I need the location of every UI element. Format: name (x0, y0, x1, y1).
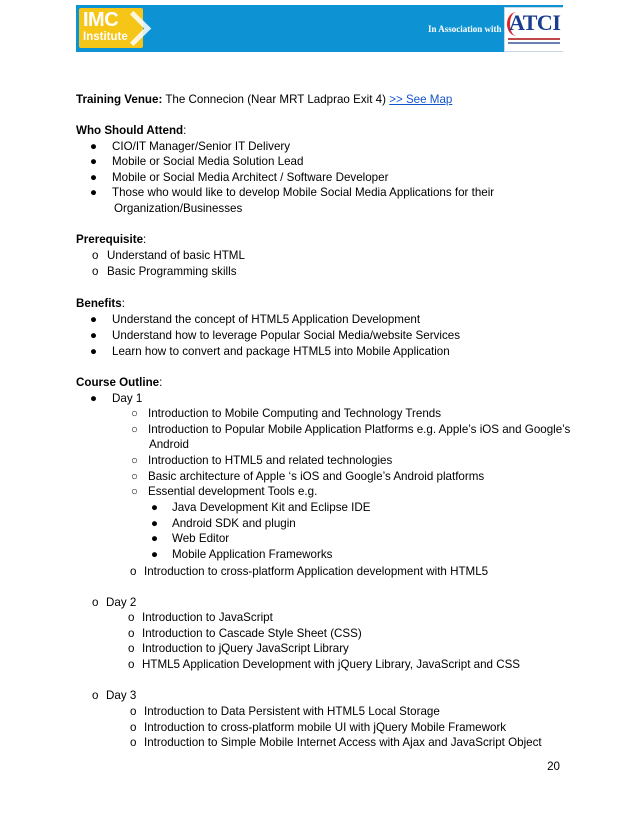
prereq-colon: : (143, 233, 147, 246)
list-item: Android SDK and plugin (172, 517, 296, 530)
imc-institute-logo (79, 8, 143, 48)
hollow-bullet-icon: ○ (131, 407, 139, 420)
circle-bullet-icon: o (92, 249, 99, 262)
bullet-icon: ● (151, 548, 159, 561)
list-item: Web Editor (172, 532, 230, 545)
list-item: HTML5 Application Development with jQuery Library, JavaScript and CSS (142, 658, 521, 671)
hollow-bullet-icon: ○ (131, 470, 139, 483)
list-item: Introduction to Mobile Computing and Technology Trends (148, 407, 442, 420)
outline-heading-text: Course Outline (76, 376, 160, 389)
bullet-icon: ● (90, 186, 98, 199)
bullet-icon: ● (151, 532, 159, 545)
list-item: Understand how to leverage Popular Social Media/website Services (112, 329, 460, 342)
venue-label: Training Venue: (76, 93, 163, 106)
list-item: CIO/IT Manager/Senior IT Delivery (112, 140, 291, 153)
atci-logo (504, 7, 563, 52)
bullet-icon: ● (90, 392, 98, 405)
list-item: Mobile or Social Media Solution Lead (112, 155, 304, 168)
circle-bullet-icon: o (128, 658, 135, 671)
attend-heading (76, 124, 186, 138)
training-venue (76, 93, 452, 107)
list-item: Introduction to Data Persistent with HTML5 Local Storage (144, 705, 440, 718)
list-item: Introduction to Cascade Style Sheet (CSS) (142, 627, 362, 640)
header-banner (76, 5, 563, 52)
list-item: Java Development Kit and Eclipse IDE (172, 501, 371, 514)
list-item: Understand the concept of HTML5 Application Development (112, 313, 421, 326)
hollow-bullet-icon: ○ (131, 423, 139, 436)
circle-bullet-icon: o (128, 611, 135, 624)
list-item: Introduction to jQuery JavaScript Library (142, 642, 349, 655)
day1-label: Day 1 (112, 392, 143, 405)
circle-bullet-icon: o (130, 565, 137, 578)
hollow-bullet-icon: ○ (131, 454, 139, 467)
circle-bullet-icon: o (92, 596, 99, 609)
list-item: Basic architecture of Apple ‘s iOS and Google’s Android platforms (148, 470, 485, 483)
list-item: Introduction to cross-platform mobile UI with jQuery Mobile Framework (144, 721, 507, 734)
bullet-icon: ● (90, 313, 98, 326)
benefits-colon: : (121, 297, 125, 310)
day3-label: Day 3 (106, 689, 137, 702)
attend-heading-text: Who Should Attend (76, 124, 184, 137)
list-item: Introduction to Popular Mobile Application Platforms e.g. Apple’s iOS and Google’s (148, 423, 571, 436)
bullet-icon: ● (151, 501, 159, 514)
list-item: Learn how to convert and package HTML5 into Mobile Application (112, 345, 450, 358)
bullet-icon: ● (90, 345, 98, 358)
see-map-link[interactable]: >> See Map (389, 93, 453, 106)
list-item: Mobile or Social Media Architect / Software Developer (112, 171, 389, 184)
circle-bullet-icon: o (130, 721, 137, 734)
list-item: Mobile Application Frameworks (172, 548, 333, 561)
hollow-bullet-icon: ○ (131, 485, 139, 498)
prereq-heading-text: Prerequisite (76, 233, 144, 246)
circle-bullet-icon: o (130, 705, 137, 718)
list-item: Introduction to JavaScript (142, 611, 273, 624)
atci-subline (508, 38, 560, 40)
circle-bullet-icon: o (92, 265, 99, 278)
outline-colon: : (159, 376, 163, 389)
logo-sub-text: Institute (83, 31, 128, 43)
bullet-icon: ● (90, 155, 98, 168)
prereq-heading (76, 233, 146, 247)
atci-logo-text: ATCI (509, 10, 561, 35)
list-item: Basic Programming skills (107, 265, 237, 278)
association-text: In Association with (428, 24, 502, 34)
attend-colon: : (183, 124, 187, 137)
outline-heading (76, 376, 162, 390)
bullet-icon: ● (90, 140, 98, 153)
list-item: Essential development Tools e.g. (148, 485, 318, 498)
bullet-icon: ● (151, 517, 159, 530)
bullet-icon: ● (90, 329, 98, 342)
page-number: 20 (547, 760, 560, 773)
list-item: Introduction to Simple Mobile Internet Access with Ajax and JavaScript Object (144, 736, 542, 749)
list-item: Those who would like to develop Mobile Social Media Applications for their (112, 186, 495, 199)
list-item-continuation: Android (149, 438, 189, 451)
benefits-heading-text: Benefits (76, 297, 122, 310)
circle-bullet-icon: o (128, 627, 135, 640)
circle-bullet-icon: o (130, 736, 137, 749)
list-item-continuation: Organization/Businesses (114, 202, 243, 215)
list-item: Understand of basic HTML (107, 249, 245, 262)
bullet-icon: ● (90, 171, 98, 184)
list-item: Introduction to cross-platform Application development with HTML5 (144, 565, 489, 578)
logo-main-text: IMC (83, 9, 119, 31)
venue-text: The Connecion (Near MRT Ladprao Exit 4) (165, 93, 386, 106)
benefits-heading (76, 297, 125, 311)
circle-bullet-icon: o (128, 642, 135, 655)
circle-bullet-icon: o (92, 689, 99, 702)
day2-label: Day 2 (106, 596, 137, 609)
list-item: Introduction to HTML5 and related technologies (148, 454, 393, 467)
